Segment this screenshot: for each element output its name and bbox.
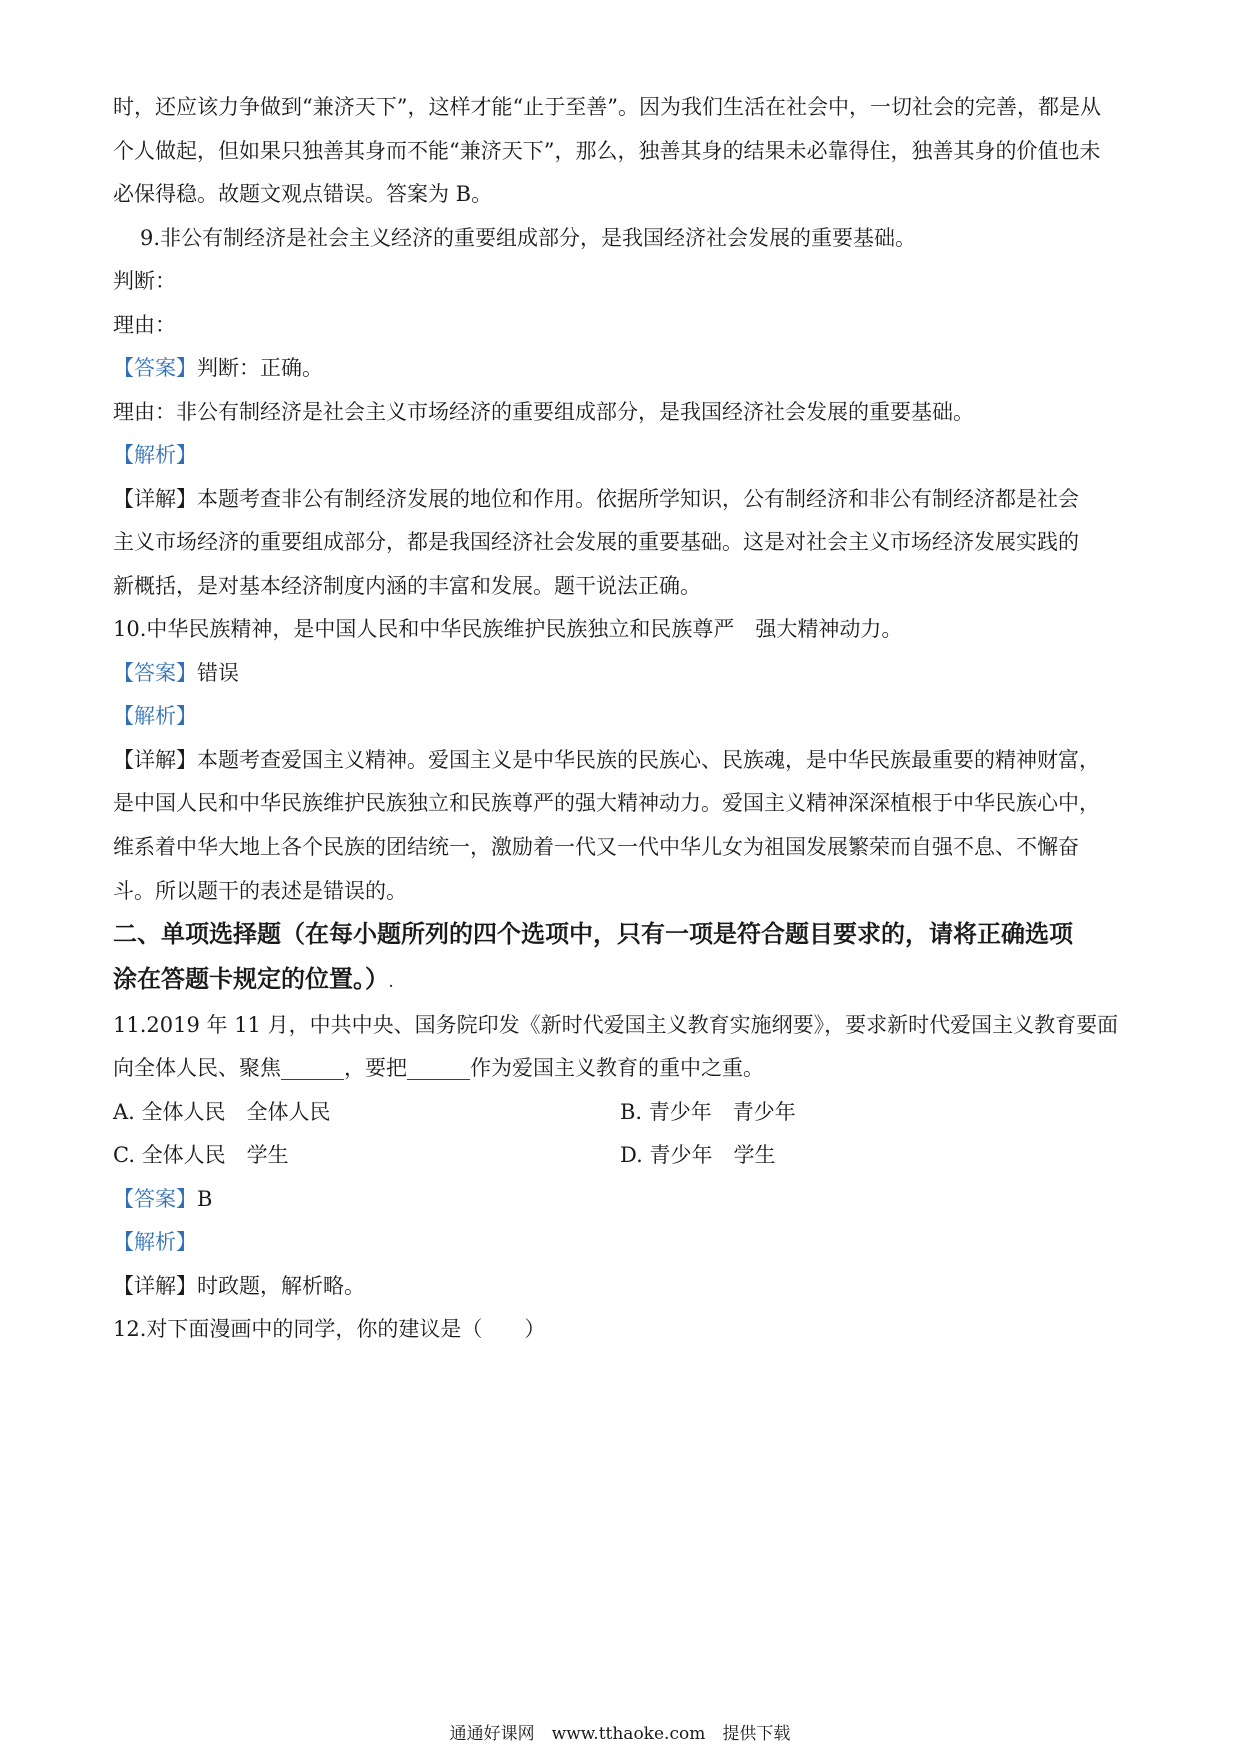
q9-analysis-tag: 【解析】 [113, 443, 197, 467]
q9-reason-label: 理由： [113, 313, 176, 337]
q10-detail-text-1: 本题考查爱国主义精神。爱国主义是中华民族的民族心、民族魂，是中华民族最重要的精神财富， [197, 748, 1100, 772]
q10-stem: 10.中华民族精神，是中国人民和中华民族维护民族独立和民族尊严 强大精神动力。 [113, 617, 903, 641]
q9-answer-reason: 理由：非公有制经济是社会主义市场经济的重要组成部分，是我国经济社会发展的重要基础。 [113, 400, 974, 424]
stray-mark: . [389, 976, 394, 990]
page-footer: 通通好课网 www.tthaoke.com 提供下载 [449, 1724, 791, 1744]
q9-detail-line-2: 主义市场经济的重要组成部分，都是我国经济社会发展的重要基础。这是对社会主义市场经济发展实践的 [113, 530, 1079, 554]
q9-answer-row [113, 353, 1133, 383]
q9-detail-text-1: 本题考查非公有制经济发展的地位和作用。依据所学知识，公有制经济和非公有制经济都是社会 [197, 487, 1079, 511]
q11-option-c [113, 1140, 289, 1170]
q11-detail-tag: 【详解】 [113, 1274, 197, 1298]
q11-option-d-text: 青少年 学生 [649, 1143, 776, 1167]
q9-answer-text: 判断：正确。 [197, 356, 323, 380]
q11-detail-row [113, 1271, 1133, 1301]
q10-analysis-tag: 【解析】 [113, 704, 197, 728]
section-2-heading-line-2 [113, 962, 1143, 1000]
q11-option-a-text: 全体人民 全体人民 [141, 1100, 331, 1124]
q10-detail-line-4: 斗。所以题干的表述是错误的。 [113, 879, 407, 903]
section-2-heading-text-2: 涂在答题卡规定的位置。） [113, 964, 389, 993]
q10-answer-tag: 【答案】 [113, 661, 197, 685]
q11-answer-row [113, 1184, 1133, 1214]
q9-answer-tag: 【答案】 [113, 356, 197, 380]
q9-detail-tag: 【详解】 [113, 487, 197, 511]
q10-detail-line-1 [113, 745, 1133, 775]
q11-option-d-label: D. [620, 1143, 643, 1167]
q11-option-d [620, 1140, 775, 1170]
q9-judge-label: 判断： [113, 269, 176, 293]
q11-option-c-label: C. [113, 1143, 135, 1167]
q11-analysis-tag: 【解析】 [113, 1230, 197, 1254]
q12-stem: 12.对下面漫画中的同学，你的建议是（ ） [113, 1317, 546, 1341]
q11-answer-text: B [197, 1187, 213, 1211]
q9-detail-line-1 [113, 484, 1133, 514]
q8-tail-line-2: 个人做起，但如果只独善其身而不能“兼济天下”，那么，独善其身的结果未必靠得住，独善其身的价值也未 [113, 139, 1101, 163]
q10-answer-row [113, 658, 1133, 688]
section-2-heading-line-1: 二、单项选择题（在每小题所列的四个选项中，只有一项是符合题目要求的，请将正确选项 [113, 919, 1073, 948]
q11-option-a-label: A. [113, 1100, 135, 1124]
q8-tail-line-1: 时，还应该力争做到“兼济天下”，这样才能“止于至善”。因为我们生活在社会中，一切社会的完善，都是从 [113, 95, 1101, 119]
q11-stem-line-1: 11.2019 年 11 月，中共中央、国务院印发《新时代爱国主义教育实施纲要》，要求新时代爱国主义教育要面 [113, 1013, 1119, 1037]
q10-answer-text: 错误 [197, 661, 239, 685]
q10-detail-line-2: 是中国人民和中华民族维护民族独立和民族尊严的强大精神动力。爱国主义精神深深植根于中华民族心中， [113, 791, 1100, 815]
q11-option-b [620, 1097, 796, 1127]
q11-stem-line-2: 向全体人民、聚焦______，要把______作为爱国主义教育的重中之重。 [113, 1056, 764, 1080]
q9-detail-line-3: 新概括，是对基本经济制度内涵的丰富和发展。题干说法正确。 [113, 574, 701, 598]
q10-detail-line-3: 维系着中华大地上各个民族的团结统一，激励着一代又一代中华儿女为祖国发展繁荣而自强不息、不懈奋 [113, 835, 1079, 859]
q11-answer-tag: 【答案】 [113, 1187, 197, 1211]
q9-stem: 9.非公有制经济是社会主义经济的重要组成部分，是我国经济社会发展的重要基础。 [140, 226, 917, 250]
q10-detail-tag: 【详解】 [113, 748, 197, 772]
q11-option-c-text: 全体人民 学生 [141, 1143, 289, 1167]
q8-tail-line-3: 必保得稳。故题文观点错误。答案为 B。 [113, 182, 493, 206]
q11-option-a [113, 1097, 331, 1127]
q11-option-b-label: B. [620, 1100, 643, 1124]
q11-detail-text: 时政题，解析略。 [197, 1274, 365, 1298]
q11-option-b-text: 青少年 青少年 [648, 1100, 796, 1124]
